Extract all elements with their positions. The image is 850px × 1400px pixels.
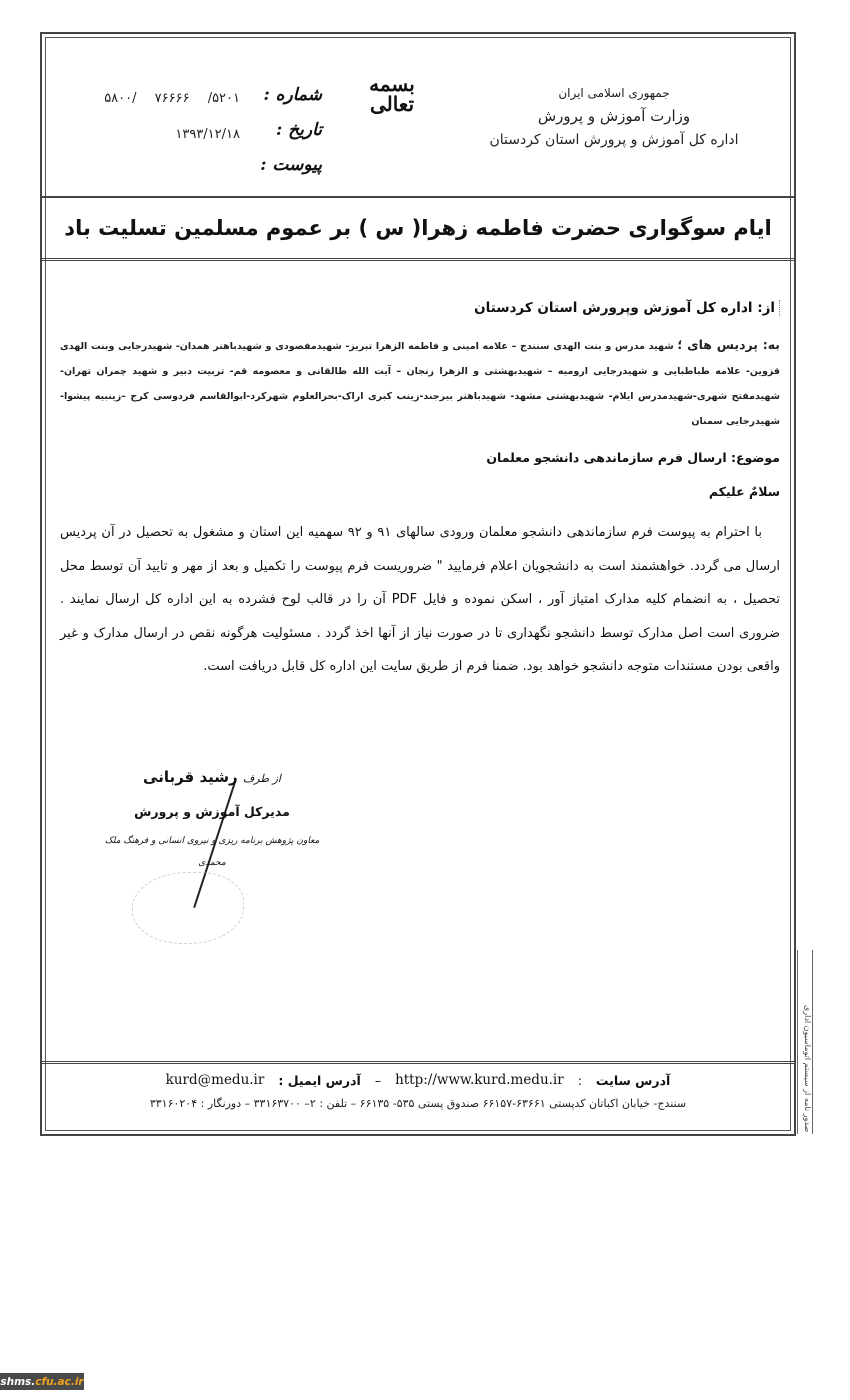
footer-separator: – <box>374 1072 382 1088</box>
meta-labels <box>252 80 322 185</box>
attachment-label: پیوست : <box>260 155 322 175</box>
watermark-part2: cfu.ac.ir <box>35 1375 84 1388</box>
letter-number: ۵۸۰۰/ ۷۶۶۶۶ /۵۲۰۱ <box>104 91 240 106</box>
condolence-banner: ایام سوگواری حضرت فاطمه زهرا( س ) بر عموم مسلمین تسلیت باد <box>42 196 794 261</box>
bismillah-calligraphy: بسمه تعالی <box>369 72 415 116</box>
site-label: آدرس سایت <box>595 1072 671 1088</box>
colon: : <box>577 1072 582 1088</box>
subject-line: موضوع: ارسال فرم سازماندهی دانشجو معلمان <box>486 450 780 465</box>
letterhead <box>42 34 794 194</box>
postal-address: سنندج- خیابان اکباتان کدپستی ۶۳۶۶۱-۶۶۱۵۷ صندوق پستی ۵۳۵- ۶۶۱۳۵ – تلفن : ۲– ۳۳۱۶۳۷۰۰ – دورنگار : ۳۳۱۶۰۲۰۴ <box>149 1097 687 1110</box>
official-seal-icon <box>132 872 244 944</box>
signature-block <box>92 762 332 874</box>
date-label: تاریخ : <box>275 120 322 140</box>
copy-note: معاون پژوهش برنامه ریزی و نیروی انسانی و فرهنگ ملک محمدی <box>104 836 320 868</box>
watermark-part1: shms. <box>0 1375 36 1388</box>
meta-values <box>60 84 240 192</box>
department-name: اداره کل آموزش و پرورش استان کردستان <box>489 132 739 148</box>
recipients-block <box>60 332 780 434</box>
letter-page <box>40 32 796 1136</box>
email-label: آدرس ایمیل : <box>278 1072 361 1088</box>
site-watermark <box>0 1373 84 1390</box>
from-line: از: اداره کل آموزش وپرورش استان کردستان <box>474 300 780 316</box>
ministry-name: وزارت آموزش و پرورش <box>537 107 691 125</box>
signatory-name: رشید قربانی <box>143 768 238 786</box>
signatory-title: مدیرکل آموزش و پرورش <box>134 804 290 819</box>
automation-side-note: صدور نامه از سیستم اتوماسیون اداری <box>797 950 813 1134</box>
footer-contacts <box>42 1068 794 1092</box>
site-url[interactable]: http://www.kurd.medu.ir <box>395 1072 564 1088</box>
ministry-block <box>464 82 764 152</box>
letter-attachment <box>60 156 240 192</box>
signatory-line <box>92 762 332 794</box>
country-name: جمهوری اسلامی ایران <box>558 86 670 100</box>
salutation: سلامٌ علیکم <box>708 484 780 499</box>
recipients-list: شهید مدرس و بنت الهدی سنندج – علامه امینی و فاطمه الزهرا تبریز- شهیدمفصودی و شهیدباهنر همدان- شهیدرجایی وبنت الهدی قزوین- علامه طباطبایی و شهیدرجایی ارومیه – شهیدبهشتی و الزهرا زنجان – آیت الله طالقانی و معصومه قم- تربیت دبیر و شهید چمران تهران-شهیدمفتح شهری-شهیدمدرس ایلام- شهیدبهشتی مشهد- شهیدباهنر بیرجند-زینب کبری اراک-بحرالعلوم شهرکرد-ابوالقاسم فردوسی کرج –زینبیه پیشوا-شهیدرجایی سمنان <box>60 341 780 427</box>
letter-date: ۱۳۹۳/۱۲/۱۸ <box>175 127 240 142</box>
letter-footer <box>42 1061 794 1136</box>
signatory-prefix: از طرف <box>242 772 281 785</box>
number-label: شماره : <box>263 85 322 105</box>
to-label: به: پردیس های ؛ <box>677 337 780 352</box>
email-address[interactable]: kurd@medu.ir <box>165 1072 265 1088</box>
letter-body: با احترام به پیوست فرم سازماندهی دانشجو معلمان ورودی سالهای ۹۱ و ۹۲ سهمیه این استان و مشغول به تحصیل در آن پردیس ارسال می گردد. خواهشمند است به دانشجویان اعلام فرمایید " ضروریست فرم پیوست را تکمیل و بعد از مهر و تایید آن توسط محل تحصیل ، به انضمام کلیه مدارک امتیاز آور ، اسکن نموده و فایل PDF آن را در قالب لوح فشرده به این اداره کل ارسال نمایند . ضروری است اصل مدارک توسط دانشجو نگهداری تا در صورت نیاز از آنها اخذ گردد . مسئولیت هرگونه نقص در ارسال مدارک و غیر واقعی بودن مستندات متوجه دانشجو خواهد بود. ضمنا فرم از طریق سایت این اداره کل قابل دریافت است. <box>60 525 780 674</box>
